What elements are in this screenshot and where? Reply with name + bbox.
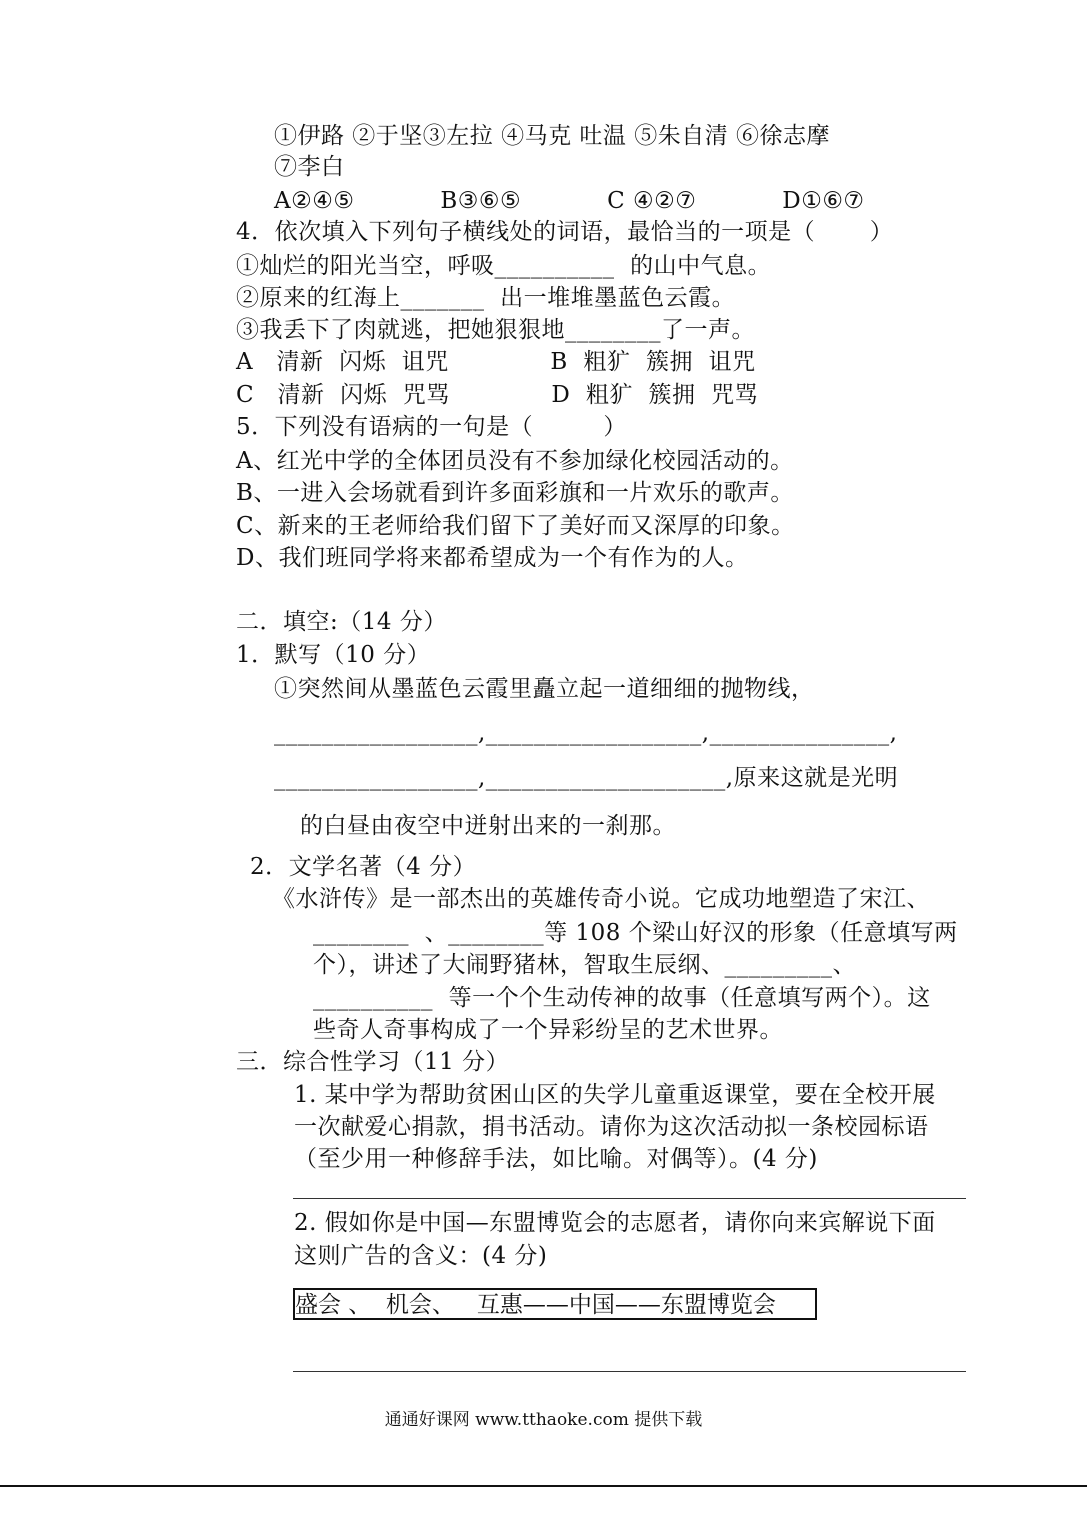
q1-line-1: 1. 某中学为帮助贫困山区的失学儿童重返课堂，要在全校开展	[294, 1082, 936, 1108]
ad-text: 盛会 、 机会、 互惠——中国——东盟博览会	[295, 1292, 776, 1318]
q1-line-2: 一次献爱心捐款，捐书活动。请你为这次活动拟一条校园标语	[294, 1114, 929, 1140]
poem-line: ①突然间从墨蓝色云霞里矗立起一道细细的抛物线，	[274, 676, 815, 702]
q4-sentence-2: ②原来的红海上_______ 出一堆堆墨蓝色云霞。	[236, 285, 736, 311]
section3-heading: 三．综合性学习（11 分）	[236, 1049, 510, 1075]
q4-sentence-3: ③我丢下了肉就逃，把她狠狠地________了一声。	[236, 317, 755, 343]
q5-option-b: B、一进入会场就看到许多面彩旗和一片欢乐的歌声。	[236, 480, 794, 506]
q4-stem: 4．依次填入下列句子横线处的词语，最恰当的一项是（ ）	[236, 219, 894, 245]
lit-line-5: 些奇人奇事构成了一个异彩纷呈的艺术世界。	[313, 1017, 783, 1043]
q3-names-line1: ①伊路 ②于坚③左拉 ④马克 吐温 ⑤朱自清 ⑥徐志摩	[274, 123, 831, 149]
q3-choices: A②④⑤ B③⑥⑤ C ④②⑦ D①⑥⑦	[274, 188, 865, 214]
q2-line-1: 2. 假如你是中国—东盟博览会的志愿者，请你向来宾解说下面	[294, 1210, 936, 1236]
q2-line-2: 这则广告的含义：(4 分)	[294, 1243, 548, 1269]
blank-row-1: _________________,__________________,_______________,	[274, 720, 898, 746]
section2-sub1: 1．默写（10 分）	[236, 642, 431, 668]
q5-option-c: C、新来的王老师给我们留下了美好而又深厚的印象。	[236, 513, 795, 539]
poem-end: 的白昼由夜空中迸射出来的一刹那。	[300, 813, 676, 839]
q5-option-d: D、我们班同学将来都希望成为一个有作为的人。	[236, 545, 749, 571]
q5-stem: 5．下列没有语病的一句是（ ）	[236, 414, 627, 440]
q4-sentence-1: ①灿烂的阳光当空，呼吸__________ 的山中气息。	[236, 253, 772, 279]
section2-heading: 二．填空:（14 分）	[236, 609, 447, 635]
page-bottom-border	[0, 1485, 1087, 1487]
lit-line-2: ________ 、________等 108 个梁山好汉的形象（任意填写两	[313, 920, 958, 946]
q5-option-a: A、红光中学的全体团员没有不参加绿化校园活动的。	[236, 448, 794, 474]
footer: 通通好课网 www.tthaoke.com 提供下载	[384, 1410, 703, 1430]
lit-line-4: __________ 等一个个生动传神的故事（任意填写两个）。这	[313, 985, 931, 1011]
q4-options-cd: C 清新 闪烁 咒骂 D 粗犷 簇拥 咒骂	[236, 382, 759, 408]
lit-line-1: 《水浒传》是一部杰出的英雄传奇小说。它成功地塑造了宋江、	[272, 886, 930, 912]
blank-row-2: _________________,____________________,原来这就是光明	[274, 765, 899, 791]
lit-line-3: 个），讲述了大闹野猪林，智取生辰纲、_________、	[313, 952, 856, 978]
section2-sub2: 2．文学名著（4 分）	[250, 854, 477, 880]
answer-rule-1	[293, 1198, 966, 1199]
answer-rule-2	[293, 1371, 966, 1372]
q1-line-3: （至少用一种修辞手法，如比喻。对偶等）。(4 分)	[294, 1146, 818, 1172]
ad-box	[293, 1288, 817, 1320]
q4-options-ab: A 清新 闪烁 诅咒 B 粗犷 簇拥 诅咒	[236, 349, 756, 375]
q3-names-line2: ⑦李白	[274, 154, 345, 180]
